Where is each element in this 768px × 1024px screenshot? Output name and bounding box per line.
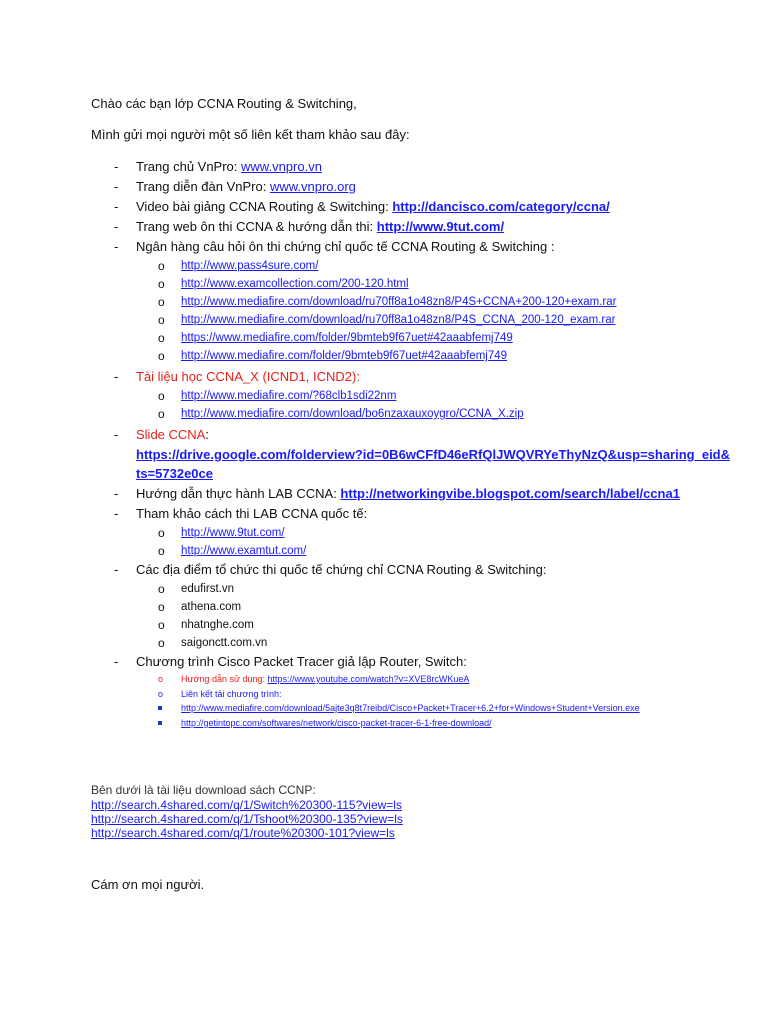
list-dash: -	[114, 369, 119, 384]
ccnp-intro: Bên dưới là tài liệu download sách CCNP:	[91, 783, 316, 797]
lab-label: Hướng dẫn thực hành LAB CCNA:	[136, 486, 341, 501]
list-dash: -	[114, 486, 119, 501]
list-item-venues: Các địa điểm tổ chức thi quốc tế chứng chỉ CCNA Routing & Switching:	[136, 562, 547, 577]
home-link[interactable]: www.vnpro.vn	[241, 159, 322, 174]
video-label: Video bài giảng CCNA Routing & Switching:	[136, 199, 393, 214]
list-dash: -	[114, 506, 119, 521]
labref-link-1[interactable]: http://www.9tut.com/	[181, 527, 285, 539]
square-bullet	[158, 721, 162, 725]
sub-bullet: o	[158, 618, 165, 632]
venue-item: nhatnghe.com	[181, 619, 254, 631]
list-item-labref: Tham khảo cách thi LAB CCNA quốc tế:	[136, 506, 368, 521]
sub-bullet: o	[158, 582, 165, 596]
list-item-bank: Ngân hàng câu hỏi ôn thi chứng chỉ quốc tế CCNA Routing & Switching :	[136, 239, 555, 254]
bank-link-1[interactable]: http://www.pass4sure.com/	[181, 260, 319, 272]
bank-link-5[interactable]: https://www.mediafire.com/folder/9bmteb9f67uet#42aaabfemj749	[181, 332, 513, 344]
pt-download-link-1[interactable]: http://www.mediafire.com/download/5ajte3q8t7reibd/Cisco+Packet+Tracer+6.2+for+Windows+Student+Version.exe	[181, 703, 640, 713]
list-item-docs: Tài liệu học CCNA_X (ICND1, ICND2):	[136, 369, 360, 384]
pt-guide-link[interactable]: https://www.youtube.com/watch?v=XVE8rcWKueA	[267, 674, 470, 684]
list-dash: -	[114, 427, 119, 442]
sub-bullet: o	[158, 295, 165, 309]
docs-link-2[interactable]: http://www.mediafire.com/download/bo6nzaxauxoygro/CCNA_X.zip	[181, 408, 524, 420]
list-item-slide	[136, 426, 209, 443]
list-item-forum	[136, 178, 356, 195]
slide-label: Slide CCNA	[136, 427, 206, 442]
forum-link[interactable]: www.vnpro.org	[269, 179, 356, 194]
closing: Cám ơn mọi người.	[91, 877, 205, 892]
slide-link-part-1[interactable]: https://drive.google.com/folderview?id=0B6wCFfD46eRfQlJWQVRYeThyNzQ&usp=sharing_eid&	[136, 447, 731, 462]
sub-bullet: o	[158, 389, 165, 403]
list-dash: -	[114, 199, 119, 214]
exam-label: Trang web ôn thi CCNA & hướng dẫn thi:	[136, 219, 377, 234]
slide-link-part-2[interactable]: ts=5732e0ce	[136, 466, 213, 481]
lab-link[interactable]: http://networkingvibe.blogspot.com/search/label/ccna1	[340, 486, 680, 501]
list-dash: -	[114, 159, 119, 174]
slide-colon: :	[205, 427, 209, 442]
intro-text: Mình gửi mọi người một số liên kết tham khảo sau đây:	[91, 127, 410, 142]
sub-bullet: o	[158, 636, 165, 650]
video-link[interactable]: http://dancisco.com/category/ccna/	[392, 199, 610, 214]
sub-bullet: o	[158, 331, 165, 345]
list-item-packet-tracer: Chương trình Cisco Packet Tracer giả lập Router, Switch:	[136, 654, 467, 669]
square-bullet	[158, 706, 162, 710]
pt-guide	[181, 673, 469, 685]
sub-bullet: o	[158, 277, 165, 291]
list-dash: -	[114, 654, 119, 669]
sub-bullet: o	[158, 259, 165, 273]
bank-link-6[interactable]: http://www.mediafire.com/folder/9bmteb9f67uet#42aaabfemj749	[181, 350, 508, 362]
labref-link-2[interactable]: http://www.examtut.com/	[181, 545, 307, 557]
list-dash: -	[114, 562, 119, 577]
sub-bullet: o	[158, 689, 164, 699]
list-item-home	[136, 158, 322, 175]
sub-bullet: o	[158, 600, 165, 614]
list-dash: -	[114, 239, 119, 254]
list-item-lab	[136, 485, 680, 502]
venue-item: athena.com	[181, 601, 242, 613]
pt-links-label: Liên kết tải chương trình:	[181, 689, 282, 699]
pt-download-link-2[interactable]: http://getintopc.com/softwares/network/cisco-packet-tracer-6-1-free-download/	[181, 718, 492, 728]
sub-bullet: o	[158, 526, 165, 540]
sub-bullet: o	[158, 349, 165, 363]
ccnp-link-3[interactable]: http://search.4shared.com/q/1/route%20300-101?view=ls	[91, 826, 395, 840]
home-label: Trang chủ VnPro:	[136, 159, 242, 174]
sub-bullet: o	[158, 407, 165, 421]
sub-bullet: o	[158, 544, 165, 558]
ccnp-link-2[interactable]: http://search.4shared.com/q/1/Tshoot%20300-135?view=ls	[91, 812, 403, 826]
venue-item: saigonctt.com.vn	[181, 637, 268, 649]
pt-guide-label: Hướng dẫn sử dụng:	[181, 674, 268, 684]
list-dash: -	[114, 219, 119, 234]
venue-item: edufirst.vn	[181, 583, 235, 595]
list-item-video	[136, 198, 610, 215]
list-dash: -	[114, 179, 119, 194]
bank-link-2[interactable]: http://www.examcollection.com/200-120.html	[181, 278, 409, 290]
ccnp-link-1[interactable]: http://search.4shared.com/q/1/Switch%20300-115?view=ls	[91, 798, 402, 812]
sub-bullet: o	[158, 313, 165, 327]
bank-link-4[interactable]: http://www.mediafire.com/download/ru70ff8a1o48zn8/P4S_CCNA_200-120_exam.rar	[181, 314, 616, 326]
forum-label: Trang diễn đàn VnPro:	[136, 179, 270, 194]
greeting: Chào các bạn lớp CCNA Routing & Switching,	[91, 96, 357, 111]
exam-link[interactable]: http://www.9tut.com/	[376, 219, 505, 234]
list-item-exam	[136, 218, 504, 235]
docs-link-1[interactable]: http://www.mediafire.com/?68clb1sdi22nm	[181, 390, 397, 402]
sub-bullet: o	[158, 674, 164, 684]
bank-link-3[interactable]: http://www.mediafire.com/download/ru70ff8a1o48zn8/P4S+CCNA+200-120+exam.rar	[181, 296, 617, 308]
